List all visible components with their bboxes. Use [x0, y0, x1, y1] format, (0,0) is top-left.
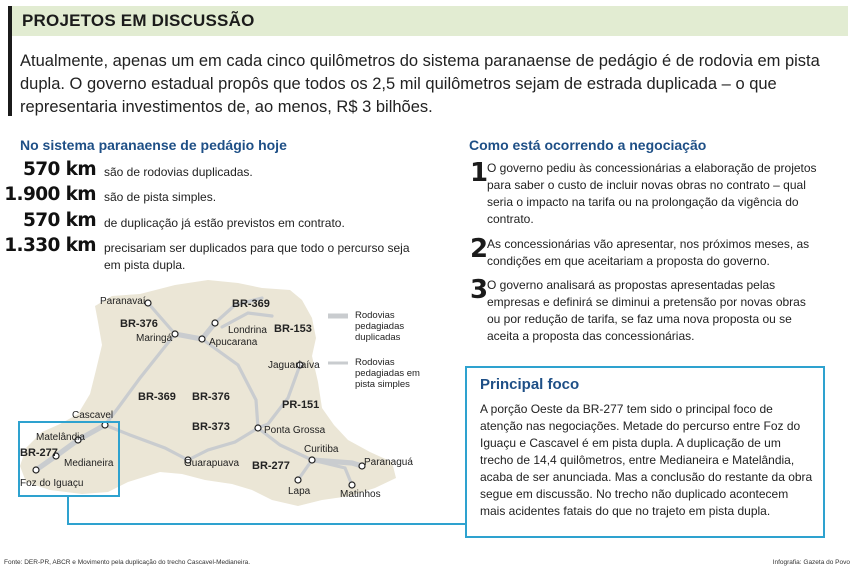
- focus-text: A porção Oeste da BR-277 tem sido o principal foco de atenção nas negociações. Metade do percurso entre Foz do Iguaçu e Cascavel é em pista dupla. A duplicação de um trecho de 14,4 quilômetros, entre Medianeira e Matelândia, acaba de ser anunciada. Mas a conclusão do restante da obra segue em discussão. No trecho não duplicado acontecem mais acidentes fatais do que no trajeto em pista dupla.: [480, 402, 813, 518]
- step-text: As concessionárias vão apresentar, nos próximos meses, as condições em que aceitariam a proposta do governo.: [487, 237, 810, 268]
- ponta-grossa-marker: [255, 425, 261, 431]
- city-label: Londrina: [228, 325, 267, 336]
- highlight-connector: [68, 496, 465, 524]
- left-section-title: No sistema paranaense de pedágio hoje: [20, 137, 287, 153]
- right-section-title: Como está ocorrendo a negociação: [469, 137, 707, 153]
- matinhos-marker: [349, 482, 355, 488]
- city-label: Curitiba: [304, 444, 339, 455]
- city-label: Medianeira: [64, 458, 114, 469]
- source-credit: Fonte: DER-PR, ABCR e Movimento pela duplicação do trecho Cascavel-Medianeira.: [4, 559, 251, 566]
- step-number: 1: [470, 158, 489, 188]
- city-label: Foz do Iguaçu: [20, 478, 84, 489]
- legend-single-label: pedagiadas em: [355, 368, 420, 379]
- stat-text: de duplicação já estão previstos em contrato.: [104, 216, 345, 230]
- stat-value: 1.900 km: [4, 184, 96, 205]
- city-label: Ponta Grossa: [264, 425, 326, 436]
- focus-title: Principal foco: [480, 376, 580, 393]
- negotiation-step: [470, 160, 820, 228]
- legend-single-label: Rodovias: [355, 357, 395, 368]
- road-label: BR-277: [20, 447, 58, 459]
- stat-value: 570 km: [22, 210, 96, 231]
- negotiation-step: [470, 236, 820, 270]
- stat-text: são de pista simples.: [104, 190, 217, 204]
- step-number: 2: [470, 234, 489, 264]
- legend-dual-label: Rodovias: [355, 310, 395, 321]
- city-label: Cascavel: [72, 410, 114, 421]
- legend-single-label: pista simples: [355, 379, 410, 390]
- negotiation-step: [470, 277, 820, 345]
- stat-text: são de rodovias duplicadas.: [104, 165, 253, 179]
- principal-focus-box: [465, 366, 825, 538]
- londrina-marker: [212, 320, 218, 326]
- city-label: Jaguariaíva: [268, 360, 320, 371]
- city-label: Lapa: [288, 486, 311, 497]
- road-label: BR-369: [138, 391, 176, 403]
- legend-dual-label: duplicadas: [355, 332, 401, 343]
- city-label: Guarapuava: [184, 458, 240, 469]
- road-label: BR-153: [274, 323, 312, 335]
- city-label: Matinhos: [340, 489, 381, 500]
- city-label: Paranavaí: [100, 296, 146, 307]
- legend-dual-label: pedagiadas: [355, 321, 405, 332]
- maringa-marker: [172, 331, 178, 337]
- city-label: Apucarana: [209, 337, 258, 348]
- curitiba-marker: [309, 457, 315, 463]
- lapa-marker: [295, 477, 301, 483]
- road-label: PR-151: [282, 399, 320, 411]
- infographic-credit: Infografia: Gazeta do Povo: [772, 559, 850, 566]
- road-label: BR-369: [232, 298, 270, 310]
- stat-value: 1.330 km: [4, 235, 96, 256]
- step-text: O governo pediu às concessionárias a elaboração de projetos para saber o custo de incluir novas obras no contrato – qual seria o impacto na tarifa ou na prolongação da vigência do contrato.: [487, 161, 817, 226]
- page-title: PROJETOS EM DISCUSSÃO: [22, 11, 255, 30]
- step-text: O governo analisará as propostas apresentadas pelas empresas e definirá se diminui a pretensão por novas obras ou por redução de tarifa, se faz uma nova proposta ou se aceita a proposta das concessionárias.: [487, 278, 806, 343]
- stat-text: precisariam ser duplicados para que todo o percurso seja em pista dupla.: [104, 241, 410, 272]
- road-label: BR-373: [192, 421, 230, 433]
- road-label: BR-376: [192, 391, 230, 403]
- stat-value: 570 km: [22, 159, 96, 180]
- city-label: Paranaguá: [364, 457, 413, 468]
- step-number: 3: [470, 275, 489, 305]
- road-label: BR-277: [252, 460, 290, 472]
- paranavai-marker: [145, 300, 151, 306]
- city-label: Matelândia: [36, 432, 85, 443]
- foz-marker: [33, 467, 39, 473]
- city-label: Maringá: [136, 333, 173, 344]
- road-label: BR-376: [120, 318, 158, 330]
- intro-paragraph: Atualmente, apenas um em cada cinco quilômetros do sistema paranaense de pedágio é de rodovia em pista dupla. O governo estadual propôs que todos os 2,5 mil quilômetros sejam de estrada duplicada – o que representaria investimentos de, ao menos, R$ 3 bilhões.: [20, 52, 820, 116]
- apucarana-marker: [199, 336, 205, 342]
